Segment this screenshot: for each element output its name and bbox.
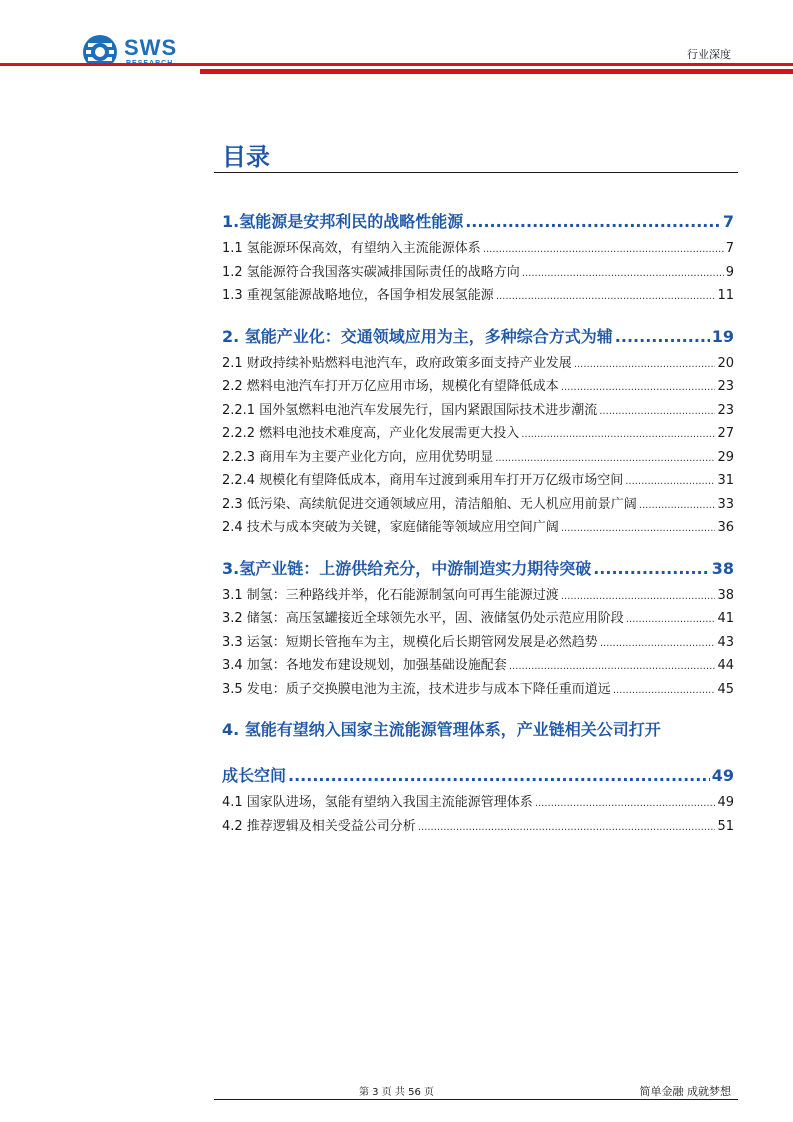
toc-leader (535, 792, 716, 815)
toc-item-label: 2.2.1 国外氢燃料电池汽车发展先行，国内紧跟国际技术进步潮流 (222, 402, 598, 418)
toc-item[interactable] (222, 815, 734, 839)
toc-item-label: 3.1 制氢：三种路线并举，化石能源制氢向可再生能源过渡 (222, 587, 559, 603)
toc-item[interactable] (222, 516, 734, 540)
toc-item-label: 2.4 技术与成本突破为关键，家庭储能等领域应用空间广阔 (222, 520, 559, 535)
toc-item[interactable] (222, 422, 734, 446)
toc-item[interactable] (222, 284, 734, 308)
toc-item[interactable] (222, 352, 734, 376)
toc-item[interactable] (222, 584, 734, 608)
toc-item-label: 2.2 燃料电池汽车打开万亿应用市场，规模化有望降低成本 (222, 379, 559, 394)
toc-page-number: 51 (717, 818, 734, 834)
toc-item-label: 1.1 氢能源环保高效，有望纳入主流能源体系 (222, 241, 481, 256)
toc-section-4-title-line1[interactable]: 4. 氢能有望纳入国家主流能源管理体系，产业链相关公司打开 (222, 720, 661, 739)
toc-item-label: 1.3 重视氢能源战略地位，各国争相发展氢能源 (222, 288, 494, 303)
toc-item-label: 2.2.4 规模化有望降低成本，商用车过渡到乘用车打开万亿级市场空间 (222, 473, 624, 488)
toc-gap (222, 701, 734, 713)
toc-page-number: 33 (717, 496, 734, 512)
toc-item-label: 3.4 加氢：各地发布建设规划，加强基础设施配套 (222, 658, 507, 673)
toc-leader (418, 816, 716, 839)
toc-page-number: 19 (711, 326, 734, 346)
toc-page-number: 31 (717, 473, 734, 488)
toc-leader (615, 322, 710, 352)
toc-leader (561, 517, 716, 540)
toc-page-number: 27 (717, 426, 734, 441)
toc-leader (522, 262, 724, 285)
page-number-info: 第 3 页 共 56 页 (359, 1087, 434, 1098)
toc-item[interactable] (222, 446, 734, 470)
toc-page-number: 11 (717, 288, 734, 303)
toc-page-number: 38 (711, 558, 734, 578)
toc-item[interactable] (222, 654, 734, 678)
toc-section-1[interactable] (222, 207, 734, 237)
toc-leader (509, 655, 716, 678)
toc-item-label: 3.3 运氢：短期长管拖车为主，规模化后长期管网发展是必然趋势 (222, 634, 598, 650)
toc-section-title: 2. 氢能产业化：交通领域应用为主，多种综合方式为辅 (222, 326, 613, 346)
toc-gap (222, 308, 734, 320)
toc-page-number: 9 (725, 264, 734, 280)
toc-leader (496, 285, 716, 308)
footer-slogan: 简单金融 成就梦想 (639, 1085, 731, 1098)
toc-page-number: 23 (717, 402, 734, 418)
toc-section-title: 3.氢产业链：上游供给充分，中游制造实力期待突破 (222, 558, 592, 578)
toc-item[interactable] (222, 237, 734, 261)
header-divider-thick (200, 69, 793, 74)
toc-item[interactable] (222, 375, 734, 399)
toc-page-number: 49 (717, 795, 734, 810)
toc-item-label: 4.1 国家队进场，氢能有望纳入我国主流能源管理体系 (222, 795, 533, 810)
toc-page-number: 43 (717, 634, 734, 650)
toc-item[interactable] (222, 399, 734, 423)
toc-item[interactable] (222, 631, 734, 655)
toc-page-number: 23 (717, 379, 734, 394)
toc-title-rule (214, 172, 738, 173)
toc-item[interactable] (222, 493, 734, 517)
toc-section-3[interactable] (222, 554, 734, 584)
toc-section-4[interactable] (222, 761, 734, 791)
header-divider-gap (0, 66, 200, 69)
report-category: 行业深度 (687, 48, 731, 61)
toc-item-label: 3.2 储氢：高压氢罐接近全球领先水平，固、液储氢仍处示范应用阶段 (222, 611, 624, 626)
toc-item[interactable] (222, 678, 734, 702)
toc-page-number: 45 (717, 681, 734, 697)
toc-leader (625, 470, 715, 493)
toc-leader (465, 207, 721, 237)
toc-leader (613, 679, 716, 702)
toc-leader (626, 608, 716, 631)
toc-item[interactable] (222, 791, 734, 815)
toc-item-label: 2.3 低污染、高续航促进交通领域应用，清洁船舶、无人机应用前景广阔 (222, 496, 637, 512)
toc-leader (600, 632, 716, 655)
toc-leader (599, 400, 715, 423)
toc-item[interactable] (222, 607, 734, 631)
toc-item[interactable] (222, 469, 734, 493)
toc-leader (521, 423, 715, 446)
toc-item-label: 1.2 氢能源符合我国落实碳减排国际责任的战略方向 (222, 264, 520, 280)
toc-item-label: 4.2 推荐逻辑及相关受益公司分析 (222, 818, 416, 834)
toc-item-label: 2.2.2 燃料电池技术难度高，产业化发展需更大投入 (222, 426, 520, 441)
toc-page-number: 41 (717, 611, 734, 626)
toc-page-number: 36 (717, 520, 734, 535)
toc-item[interactable] (222, 261, 734, 285)
toc-leader (288, 761, 710, 791)
toc-page-number: 20 (717, 355, 734, 371)
toc-item-label: 2.1 财政持续补贴燃料电池汽车，政府政策多面支持产业发展 (222, 355, 572, 371)
toc-page-number: 7 (722, 212, 734, 231)
toc-item-label: 2.2.3 商用车为主要产业化方向，应用优势明显 (222, 449, 494, 465)
toc-leader (574, 353, 716, 376)
logo-text: SWS (124, 34, 178, 60)
toc-leader (561, 376, 716, 399)
toc-page-number: 7 (725, 241, 734, 256)
toc-leader (561, 585, 716, 608)
table-of-contents (222, 205, 734, 838)
toc-gap (222, 540, 734, 552)
toc-page-number: 29 (717, 449, 734, 465)
toc-item-label: 3.5 发电：质子交换膜电池为主流，技术进步与成本下降任重而道远 (222, 681, 611, 697)
toc-section-title: 1.氢能源是安邦利民的战略性能源 (222, 212, 464, 231)
toc-leader (639, 494, 716, 517)
toc-leader (593, 554, 710, 584)
toc-page-number: 38 (717, 587, 734, 603)
toc-page-number: 44 (717, 658, 734, 673)
toc-section-2[interactable] (222, 322, 734, 352)
toc-section-title: 成长空间 (222, 766, 287, 785)
footer-divider (214, 1099, 738, 1100)
toc-leader (495, 447, 715, 470)
toc-page-number: 49 (711, 766, 734, 785)
toc-title: 目录 (222, 143, 270, 171)
toc-leader (483, 238, 724, 261)
